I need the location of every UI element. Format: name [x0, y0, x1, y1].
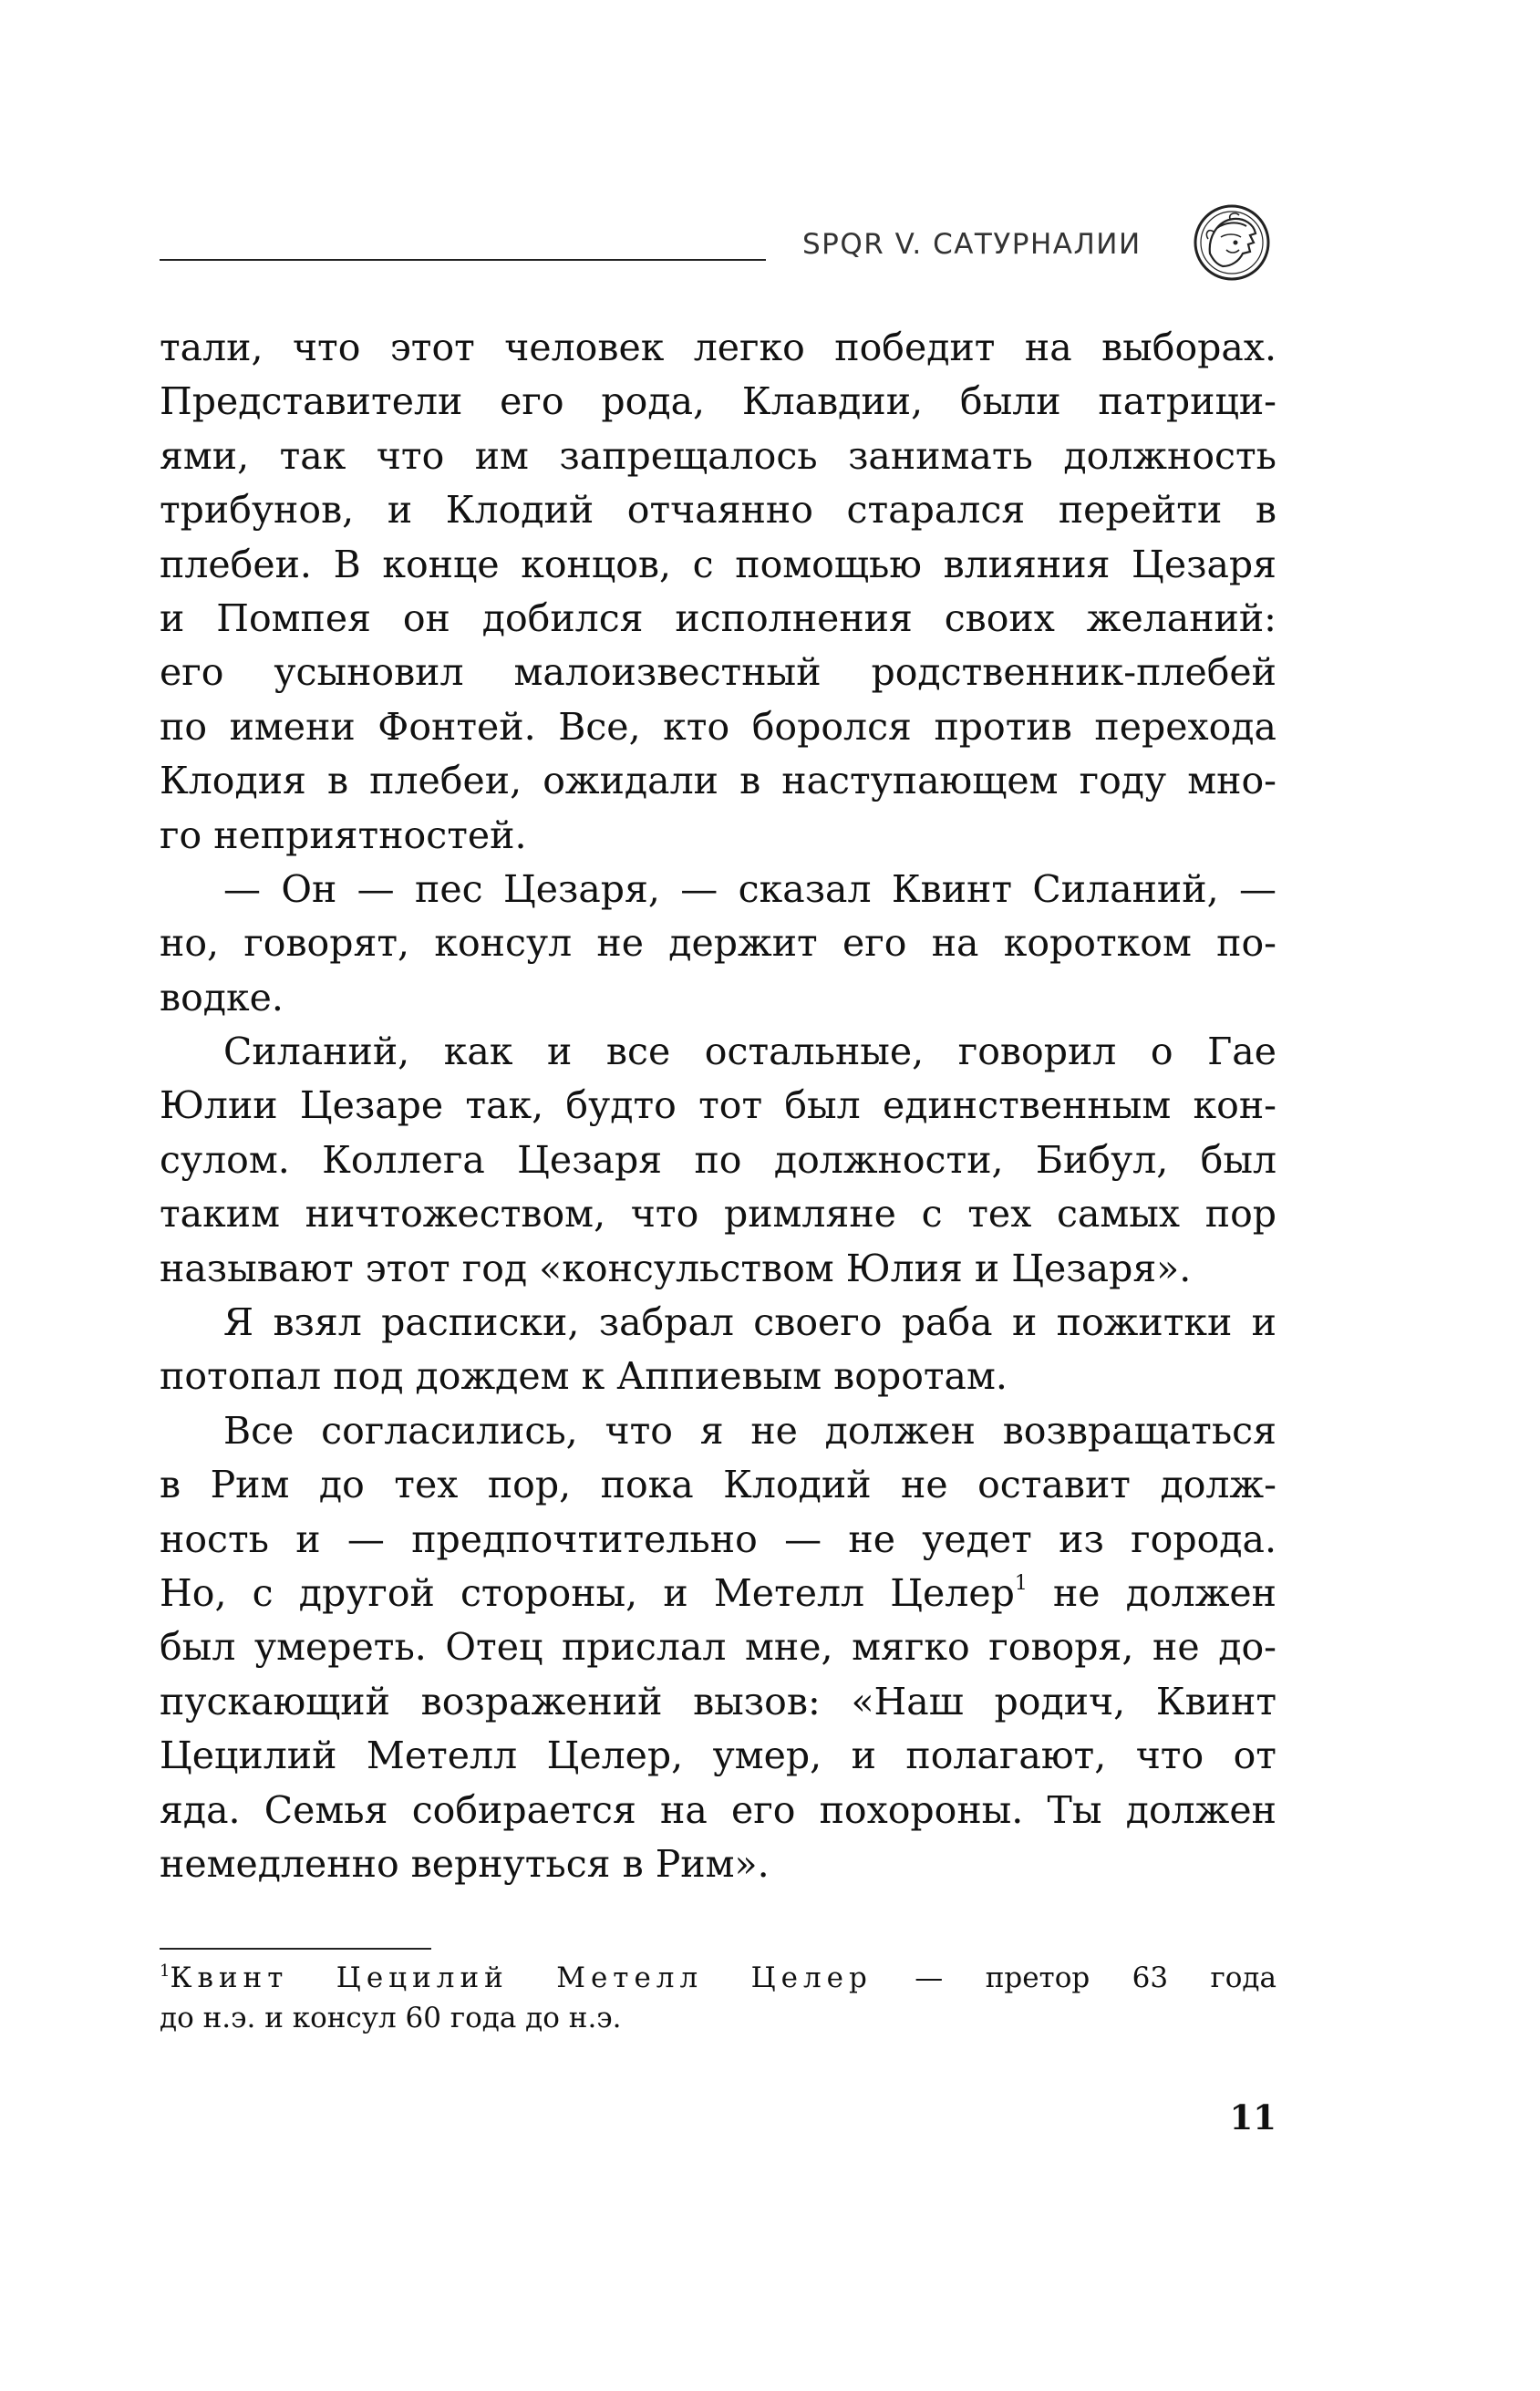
text-line: сулом. Коллега Цезаря по должности, Бибул, был: [160, 1137, 1276, 1182]
text-line: трибунов, и Клодий отчаянно старался перейти в: [160, 488, 1276, 533]
text-line: ями, так что им запрещалось занимать должность: [160, 433, 1276, 478]
text-line: по имени Фонтей. Все, кто боролся против перехода: [160, 704, 1276, 749]
text-line: но, говорят, консул не держит его на коротком по-: [160, 921, 1276, 966]
text-line: Я взял расписки, забрал своего раба и пожитки и: [223, 1300, 1276, 1345]
text-line: в Рим до тех пор, пока Клодий не оставит долж-: [160, 1463, 1276, 1507]
text-line-part: Но, с другой стороны, и Метелл Целер: [160, 1570, 1015, 1615]
text-line: Силаний, как и все остальные, говорил о Гае: [223, 1030, 1276, 1074]
text-line: Юлии Цезаре так, будто тот был единственным кон-: [160, 1083, 1276, 1128]
text-line: немедленно вернуться в Рим».: [160, 1841, 770, 1886]
text-line: Представители его рода, Клавдии, были патрици-: [160, 379, 1276, 424]
helmeted-head-emblem-icon: [1190, 201, 1274, 285]
text-line: тали, что этот человек легко победит на выборах.: [160, 326, 1276, 369]
footnote-line: [160, 1958, 1276, 1998]
header-rule: [160, 259, 766, 261]
text-line: Цецилий Метелл Целер, умер, и полагают, что от: [160, 1734, 1276, 1778]
text-line: таким ничтожеством, что римляне с тех самых пор: [160, 1192, 1276, 1237]
text-line: его усыновил малоизвестный родственник-плебей: [160, 650, 1276, 695]
text-line: яда. Семья собирается на его похороны. Ты должен: [160, 1787, 1276, 1832]
running-title: SPQR V. САТУРНАЛИИ: [802, 228, 1142, 261]
main-text: [160, 321, 1276, 1891]
text-line: [160, 1567, 1276, 1620]
text-line: ность и — предпочтительно — не уедет из города.: [160, 1516, 1276, 1561]
text-line: плебеи. В конце концов, с помощью влияния Цезаря: [160, 542, 1276, 586]
text-line: го неприятностей.: [160, 813, 527, 857]
text-line: и Помпея он добился исполнения своих желаний:: [160, 595, 1276, 640]
footnote-text: — претор 63 года: [915, 1961, 1276, 1994]
text-line: пускающий возражений вызов: «Наш родич, Квинт: [160, 1679, 1276, 1723]
text-line: потопал под дождем к Аппиевым воротам.: [160, 1354, 1008, 1399]
footnote-mark: 1: [160, 1961, 171, 1981]
text-line: называют этот год «консульством Юлия и Цезаря».: [160, 1246, 1192, 1290]
footnote: [160, 1958, 1276, 2038]
footnote-line: до н.э. и консул 60 года до н.э.: [160, 2002, 622, 2034]
footnote-reference[interactable]: 1: [1014, 1571, 1028, 1595]
text-line: Все согласились, что я не должен возвращаться: [223, 1408, 1276, 1453]
running-header: [160, 201, 1276, 283]
page-number: 11: [1229, 2097, 1276, 2137]
text-line: Клодия в плебеи, ожидали в наступающем году мно-: [160, 759, 1276, 803]
text-line: — Он — пес Цезаря, — сказал Квинт Силаний, —: [223, 866, 1276, 911]
text-line: был умереть. Отец прислал мне, мягко говоря, не до-: [160, 1625, 1276, 1670]
footnote-rule: [160, 1948, 431, 1950]
footnote-name: Квинт Цецилий Метелл Целер: [170, 1961, 873, 1994]
text-line-part: не должен: [1052, 1570, 1276, 1615]
text-line: водке.: [160, 975, 284, 1020]
